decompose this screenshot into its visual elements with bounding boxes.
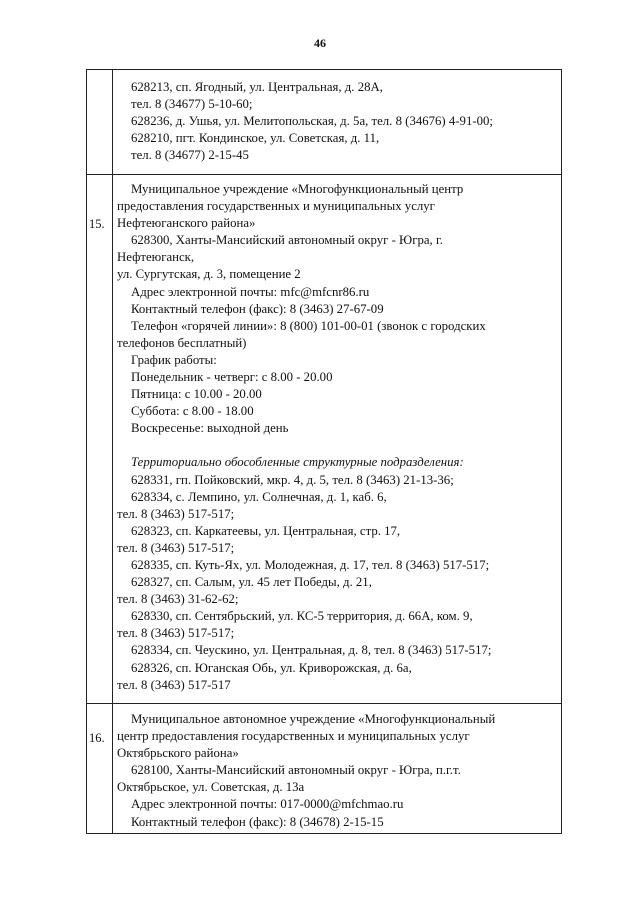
org-name-line: предоставления государственных и муниципальных услуг xyxy=(117,199,435,214)
services-table xyxy=(86,69,562,834)
page-number: 46 xyxy=(314,36,326,50)
phone-line: тел. 8 (34677) 5-10-60; xyxy=(131,97,253,112)
address-line: Октябрьское, ул. Советская, д. 13а xyxy=(117,780,305,795)
subdivision-line: тел. 8 (3463) 31-62-62; xyxy=(117,592,239,607)
phone-line: тел. 8 (34677) 2-15-45 xyxy=(131,148,249,163)
row-divider xyxy=(87,703,561,704)
address-line: Нефтеюганск, xyxy=(117,250,195,265)
row-number: 16. xyxy=(89,731,105,745)
row-content-continued xyxy=(117,79,559,164)
schedule-line: Суббота: с 8.00 - 18.00 xyxy=(131,404,254,419)
address-line: 628213, сп. Ягодный, ул. Центральная, д. 28А, xyxy=(131,80,383,94)
subdivisions-heading: Территориально обособленные структурные подразделения: xyxy=(131,455,464,470)
subdivision-line: тел. 8 (3463) 517-517; xyxy=(117,506,235,521)
row-content-16 xyxy=(117,711,559,831)
address-line: 628210, пгт. Кондинское, ул. Советская, д. 11, xyxy=(131,131,380,146)
address-line: 628236, д. Ушья, ул. Мелитопольская, д. 5а, тел. 8 (34676) 4-91-00; xyxy=(131,114,493,129)
schedule-line: Воскресенье: выходной день xyxy=(131,421,289,436)
org-name-line: Муниципальное автономное учреждение «Многофункциональный xyxy=(131,712,496,726)
org-name-line: Муниципальное учреждение «Многофункциональный центр xyxy=(131,182,464,196)
phone-line: Контактный телефон (факс): 8 (3463) 27-67-09 xyxy=(131,301,384,316)
schedule-line: Понедельник - четверг: с 8.00 - 20.00 xyxy=(131,370,333,385)
subdivision-line: 628335, сп. Куть-Ях, ул. Молодежная, д. 17, тел. 8 (3463) 517-517; xyxy=(131,557,490,572)
email-line: Адрес электронной почты: mfc@mfcnr86.ru xyxy=(131,284,370,299)
hotline-line: телефонов бесплатный) xyxy=(117,335,247,350)
hotline-line: Телефон «горячей линии»: 8 (800) 101-00-01 (звонок с городских xyxy=(131,318,486,333)
address-line: 628100, Ханты-Мансийский автономный округ - Югра, п.г.т. xyxy=(131,763,461,778)
org-name-line: Нефтеюганского района» xyxy=(117,216,256,231)
phone-line: Контактный телефон (факс): 8 (34678) 2-15-15 xyxy=(131,814,384,829)
subdivision-line: тел. 8 (3463) 517-517; xyxy=(117,626,235,641)
email-line: Адрес электронной почты: 017-0000@mfchmao.ru xyxy=(131,797,404,812)
subdivision-line: 628334, сп. Чеускино, ул. Центральная, д. 8, тел. 8 (3463) 517-517; xyxy=(131,643,492,658)
org-name-line: Октябрьского района» xyxy=(117,746,239,761)
address-line: 628300, Ханты-Мансийский автономный округ - Югра, г. xyxy=(131,233,443,248)
spacer xyxy=(117,437,559,454)
schedule-line: Пятница: с 10.00 - 20.00 xyxy=(131,387,262,402)
subdivision-line: 628323, сп. Каркатеевы, ул. Центральная, стр. 17, xyxy=(131,523,401,538)
org-name-line: центр предоставления государственных и муниципальных услуг xyxy=(117,729,470,744)
address-line: ул. Сургутская, д. 3, помещение 2 xyxy=(117,267,301,282)
subdivision-line: 628326, сп. Юганская Обь, ул. Криворожская, д. 6а, xyxy=(131,660,412,675)
subdivision-line: 628334, с. Лемпино, ул. Солнечная, д. 1, каб. 6, xyxy=(131,489,387,504)
subdivision-line: 628331, гп. Пойковский, мкр. 4, д. 5, тел. 8 (3463) 21-13-36; xyxy=(131,472,454,487)
schedule-heading: График работы: xyxy=(131,352,217,367)
row-content-15 xyxy=(117,181,559,694)
subdivision-line: 628327, сп. Салым, ул. 45 лет Победы, д. 21, xyxy=(131,575,372,590)
row-divider xyxy=(87,174,561,175)
column-divider xyxy=(112,70,113,833)
subdivision-line: 628330, сп. Сентябрьский, ул. КС-5 территория, д. 66А, ком. 9, xyxy=(131,609,473,624)
row-number: 15. xyxy=(89,217,105,231)
subdivision-line: тел. 8 (3463) 517-517; xyxy=(117,540,235,555)
subdivision-line: тел. 8 (3463) 517-517 xyxy=(117,677,231,692)
